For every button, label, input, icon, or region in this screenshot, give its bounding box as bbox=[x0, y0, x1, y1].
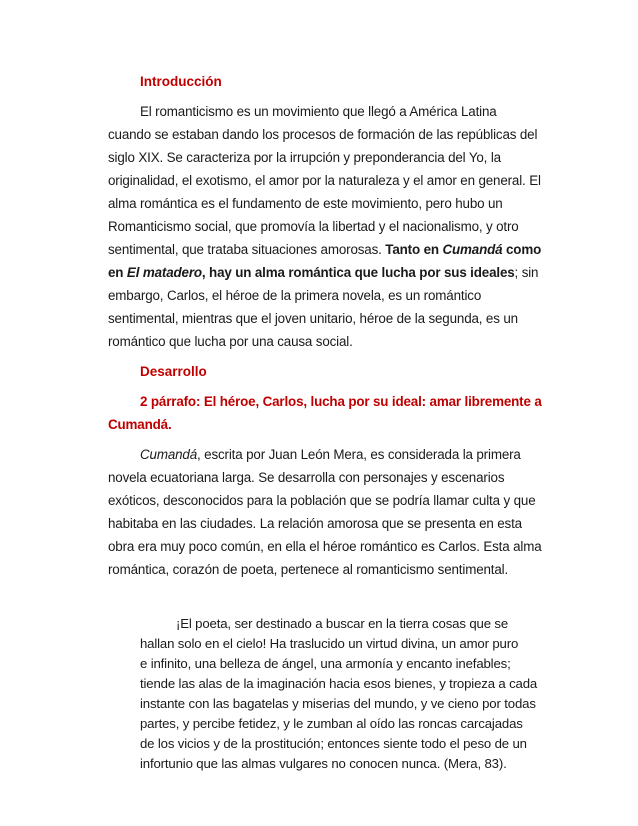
quote-line-3: e infinito, una belleza de ángel, una armonía y encanto inefables; bbox=[140, 656, 511, 671]
development-subheading-line-2: Cumandá. bbox=[108, 417, 172, 432]
intro-line-11: romántico que lucha por una causa social. bbox=[108, 334, 353, 349]
quote-line-5: instante con las bagatelas y miserias del mundo, y ve cieno por todas bbox=[140, 696, 536, 711]
intro-line-3: siglo XIX. Se caracteriza por la irrupción y preponderancia del Yo, la bbox=[108, 150, 501, 165]
intro-line-7-pre: sentimental, que trataba situaciones amorosas. bbox=[108, 242, 386, 257]
quote-line-1: ¡El poeta, ser destinado a buscar en la tierra cosas que se bbox=[176, 616, 509, 631]
quote-line-4: tiende las alas de la imaginación hacia esos bienes, y tropieza a cada bbox=[140, 676, 538, 691]
quote-line-6: partes, y percibe fetidez, y le zumban al oído las roncas carcajadas bbox=[140, 716, 523, 731]
intro-line-7 bbox=[108, 242, 541, 258]
development-heading: Desarrollo bbox=[140, 364, 207, 379]
quote-line-7: de los vicios y de la prostitución; entonces siente todo el peso de un bbox=[140, 736, 527, 751]
intro-line-10: sentimental, mientras que el joven unitario, héroe de la segunda, es un bbox=[108, 311, 518, 326]
intro-line-9: embargo, Carlos, el héroe de la primera novela, es un romántico bbox=[108, 288, 482, 303]
cumanda-title: Cumandá bbox=[442, 242, 503, 257]
intro-line-2: cuando se estaban dando los procesos de formación de las repúblicas del bbox=[108, 127, 538, 142]
quote-line-2: hallan solo en el cielo! Ha traslucido un virtud divina, un amor puro bbox=[140, 636, 519, 651]
intro-line-4: originalidad, el exotismo, el amor por la naturaleza y el amor en general. El bbox=[108, 173, 541, 188]
intro-line-8 bbox=[108, 265, 538, 281]
intro-line-7-bold-1: Tanto en bbox=[385, 242, 443, 257]
development-line-5: obra era muy poco común, en ella el héroe romántico es Carlos. Esta alma bbox=[108, 539, 542, 554]
development-line-6: romántica, corazón de poeta, pertenece al romanticismo sentimental. bbox=[108, 562, 509, 577]
development-subheading-line-1: 2 párrafo: El héroe, Carlos, lucha por su ideal: amar libremente a bbox=[140, 394, 542, 409]
development-line-4: habitaba en las ciudades. La relación amorosa que se presenta en esta bbox=[108, 516, 522, 531]
cumanda-italic: Cumandá bbox=[140, 447, 198, 462]
intro-heading: Introducción bbox=[140, 74, 222, 89]
intro-line-8-post: ; sin bbox=[514, 265, 539, 280]
intro-line-8-bold-2: , hay un alma romántica que lucha por sus ideales bbox=[201, 265, 515, 280]
development-line-3: exóticos, desconocidos para la población que se podría llamar culta y que bbox=[108, 493, 536, 508]
development-line-1 bbox=[140, 447, 521, 463]
development-line-2: novela ecuatoriana larga. Se desarrolla con personajes y escenarios bbox=[108, 470, 505, 485]
development-line-1-rest: , escrita por Juan León Mera, es considerada la primera bbox=[197, 447, 521, 462]
intro-line-8-bold-1: en bbox=[108, 265, 127, 280]
el-matadero-title: El matadero bbox=[126, 265, 202, 280]
intro-line-6: Romanticismo social, que promovía la libertad y el nacionalismo, y otro bbox=[108, 219, 519, 234]
intro-line-1: El romanticismo es un movimiento que llegó a América Latina bbox=[140, 104, 497, 119]
intro-line-7-bold-2: como bbox=[502, 242, 542, 257]
quote-line-8: infortunio que las almas vulgares no conocen nunca. (Mera, 83). bbox=[140, 756, 507, 771]
intro-line-5: alma romántica es el fundamento de este movimiento, pero hubo un bbox=[108, 196, 503, 211]
